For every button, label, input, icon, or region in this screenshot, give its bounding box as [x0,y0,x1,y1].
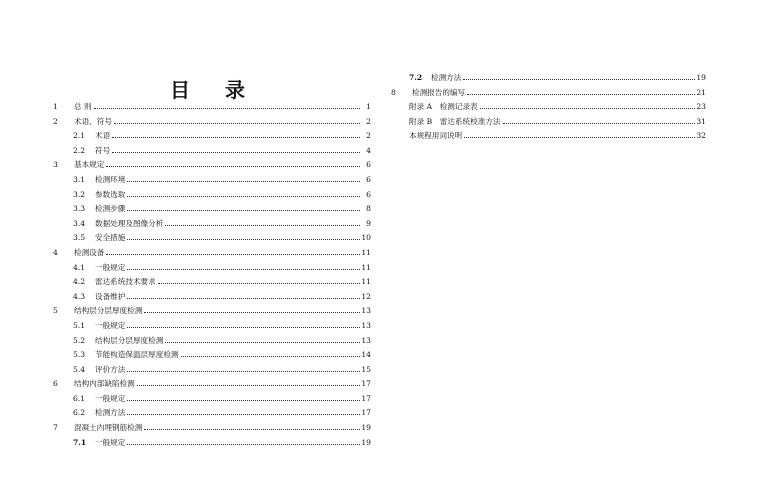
toc-entry[interactable] [53,363,371,378]
toc-entry-page: 6 [366,174,371,184]
toc-dot-leader [106,253,360,255]
toc-entry[interactable] [53,304,371,319]
toc-entry-page: 19 [361,437,371,447]
toc-entry-page: 12 [361,291,371,301]
toc-dot-leader [127,297,360,299]
toc-entry-page: 11 [361,247,371,257]
toc-entry-page: 4 [366,145,371,155]
toc-entry-label: 检测环境 [95,174,126,184]
toc-entry[interactable] [391,71,706,86]
toc-dot-leader [137,384,360,386]
toc-entry-label: 一般规定 [95,262,126,272]
toc-entry-label: 一般规定 [95,393,126,403]
toc-entry-page: 2 [366,131,371,141]
toc-entry-number: 1 [53,102,58,111]
toc-entry-page: 10 [361,233,371,243]
toc-dot-leader [127,180,360,182]
toc-entry-number: 6 [53,379,58,389]
toc-entry[interactable] [53,348,371,363]
toc-entry[interactable] [391,100,706,115]
toc-entry[interactable] [53,173,371,188]
toc-entry-page: 31 [696,116,706,126]
toc-dot-leader [127,370,360,372]
toc-entry-page: 19 [361,423,371,433]
toc-entry-number: 7.1 [73,437,87,447]
toc-entry[interactable] [53,334,371,349]
toc-entry-page: 17 [361,408,371,418]
toc-dot-leader [144,311,360,313]
toc-dot-leader [127,399,360,401]
toc-entry-label: 附录 A 检测记录表 [409,102,478,112]
toc-entry-label: 一般规定 [95,320,126,330]
toc-entry-number: 4.1 [73,262,86,272]
toc-entry-page: 11 [361,277,371,287]
toc-entry-label: 评价方法 [95,364,126,374]
toc-entry-number: 2 [53,116,58,126]
toc-entry-page: 14 [361,350,371,360]
toc-entry[interactable] [391,129,706,144]
toc-entry-page: 21 [696,87,706,97]
toc-entry[interactable] [53,261,371,276]
toc-entry-page: 17 [361,393,371,403]
toc-dot-leader [127,413,360,415]
toc-entry-number: 7.2 [409,73,423,82]
toc-entry-label: 附录 B 雷达系统校准方法 [409,116,501,126]
toc-dot-leader [463,78,695,80]
toc-entry[interactable] [53,246,371,261]
toc-entry-label: 检测步骤 [95,204,126,214]
toc-dot-leader [114,122,360,124]
toc-list-right [391,71,706,144]
toc-entry-label: 混凝土内埋钢筋检测 [74,423,143,433]
toc-entry-number: 4.3 [73,291,86,301]
toc-entry[interactable] [53,275,371,290]
toc-dot-leader [127,268,360,270]
toc-entry[interactable] [53,188,371,203]
toc-entry-number: 8 [391,87,396,97]
toc-entry-number: 3.2 [73,189,86,199]
toc-entry-label: 检测方法 [431,73,462,82]
toc-dot-leader [112,151,360,153]
toc-entry-page: 8 [366,204,371,214]
toc-entry[interactable] [53,231,371,246]
toc-entry-number: 2.1 [73,131,86,141]
toc-entry-page: 9 [366,218,371,228]
page-title: 目 录 [170,78,259,102]
toc-entry-label: 参数选取 [95,189,126,199]
toc-entry-label: 基本规定 [74,160,105,170]
toc-dot-leader [165,224,360,226]
toc-entry-number: 3.5 [73,233,86,243]
toc-entry-number: 5 [53,306,58,316]
toc-entry-number: 3.4 [73,218,86,228]
toc-dot-leader [165,341,360,343]
toc-entry-page: 13 [361,335,371,345]
toc-entry[interactable] [53,319,371,334]
toc-entry-label: 结构层分层厚度检测 [95,335,164,345]
toc-entry[interactable] [53,129,371,144]
toc-entry[interactable] [53,100,371,115]
toc-entry-page: 32 [696,131,706,141]
toc-entry-label: 结构层分层厚度检测 [74,306,143,316]
toc-entry-number: 6.2 [73,408,86,418]
toc-entry[interactable] [53,144,371,159]
toc-entry-label: 数据处理及图像分析 [95,218,164,228]
toc-entry[interactable] [53,158,371,173]
toc-entry[interactable] [53,202,371,217]
toc-entry-page: 2 [366,116,371,126]
toc-entry-number: 6.1 [73,393,86,403]
toc-dot-leader [467,93,695,95]
toc-entry-label: 术语 [95,131,111,141]
toc-entry-number: 4.2 [73,277,86,287]
toc-dot-leader [480,107,695,109]
toc-entry-label: 总 则 [74,102,92,111]
toc-entry-label: 检测设备 [74,247,105,257]
toc-entry-label: 检测报告的编写 [412,87,466,97]
toc-dot-leader [181,355,360,357]
toc-entry-label: 安全措施 [95,233,126,243]
toc-entry-page: 23 [696,102,706,112]
toc-dot-leader [112,136,360,138]
toc-dot-leader [158,282,360,284]
toc-entry[interactable] [53,377,371,392]
toc-dot-leader [106,165,360,167]
toc-entry-page: 6 [366,160,371,170]
toc-entry[interactable] [53,406,371,421]
toc-entry[interactable] [53,421,371,436]
toc-entry-page: 13 [361,306,371,316]
toc-entry-label: 节能构造保温层厚度检测 [95,350,179,360]
toc-dot-leader [144,428,360,430]
toc-entry-label: 符号 [95,145,111,155]
toc-entry[interactable] [391,86,706,101]
toc-list-left [53,100,371,450]
toc-entry[interactable] [53,115,371,130]
toc-dot-leader [464,136,695,138]
toc-entry-label: 本规程用词说明 [409,131,463,141]
toc-entry-page: 11 [361,262,371,272]
toc-entry-page: 13 [361,320,371,330]
toc-dot-leader [94,107,360,109]
toc-entry-number: 2.2 [73,145,86,155]
toc-entry-number: 5.3 [73,350,86,360]
toc-entry-label: 术语、符号 [74,116,112,126]
toc-entry-page: 17 [361,379,371,389]
toc-entry-number: 5.2 [73,335,86,345]
toc-entry[interactable] [53,392,371,407]
toc-dot-leader [127,443,360,445]
toc-entry-label: 检测方法 [95,408,126,418]
toc-entry-number: 7 [53,423,58,433]
toc-entry-label: 结构内部缺陷检测 [74,379,135,389]
toc-entry-number: 5.4 [73,364,86,374]
toc-dot-leader [127,195,360,197]
toc-dot-leader [503,122,695,124]
toc-entry-page: 19 [696,73,706,82]
toc-entry-label: 设备维护 [95,291,126,301]
toc-dot-leader [127,238,360,240]
toc-entry-page: 1 [366,102,371,111]
toc-entry-page: 6 [366,189,371,199]
toc-entry-page: 15 [361,364,371,374]
toc-entry-number: 3.3 [73,204,86,214]
toc-entry-label: 一般规定 [95,437,126,447]
toc-entry-number: 3 [53,160,58,170]
toc-entry[interactable] [53,436,371,451]
toc-entry-number: 3.1 [73,174,86,184]
toc-entry-number: 5.1 [73,320,86,330]
toc-entry-number: 4 [53,247,58,257]
toc-entry[interactable] [391,115,706,130]
toc-entry[interactable] [53,217,371,232]
toc-dot-leader [127,209,360,211]
toc-dot-leader [127,326,360,328]
toc-entry[interactable] [53,290,371,305]
toc-entry-label: 雷达系统技术要求 [95,277,156,287]
